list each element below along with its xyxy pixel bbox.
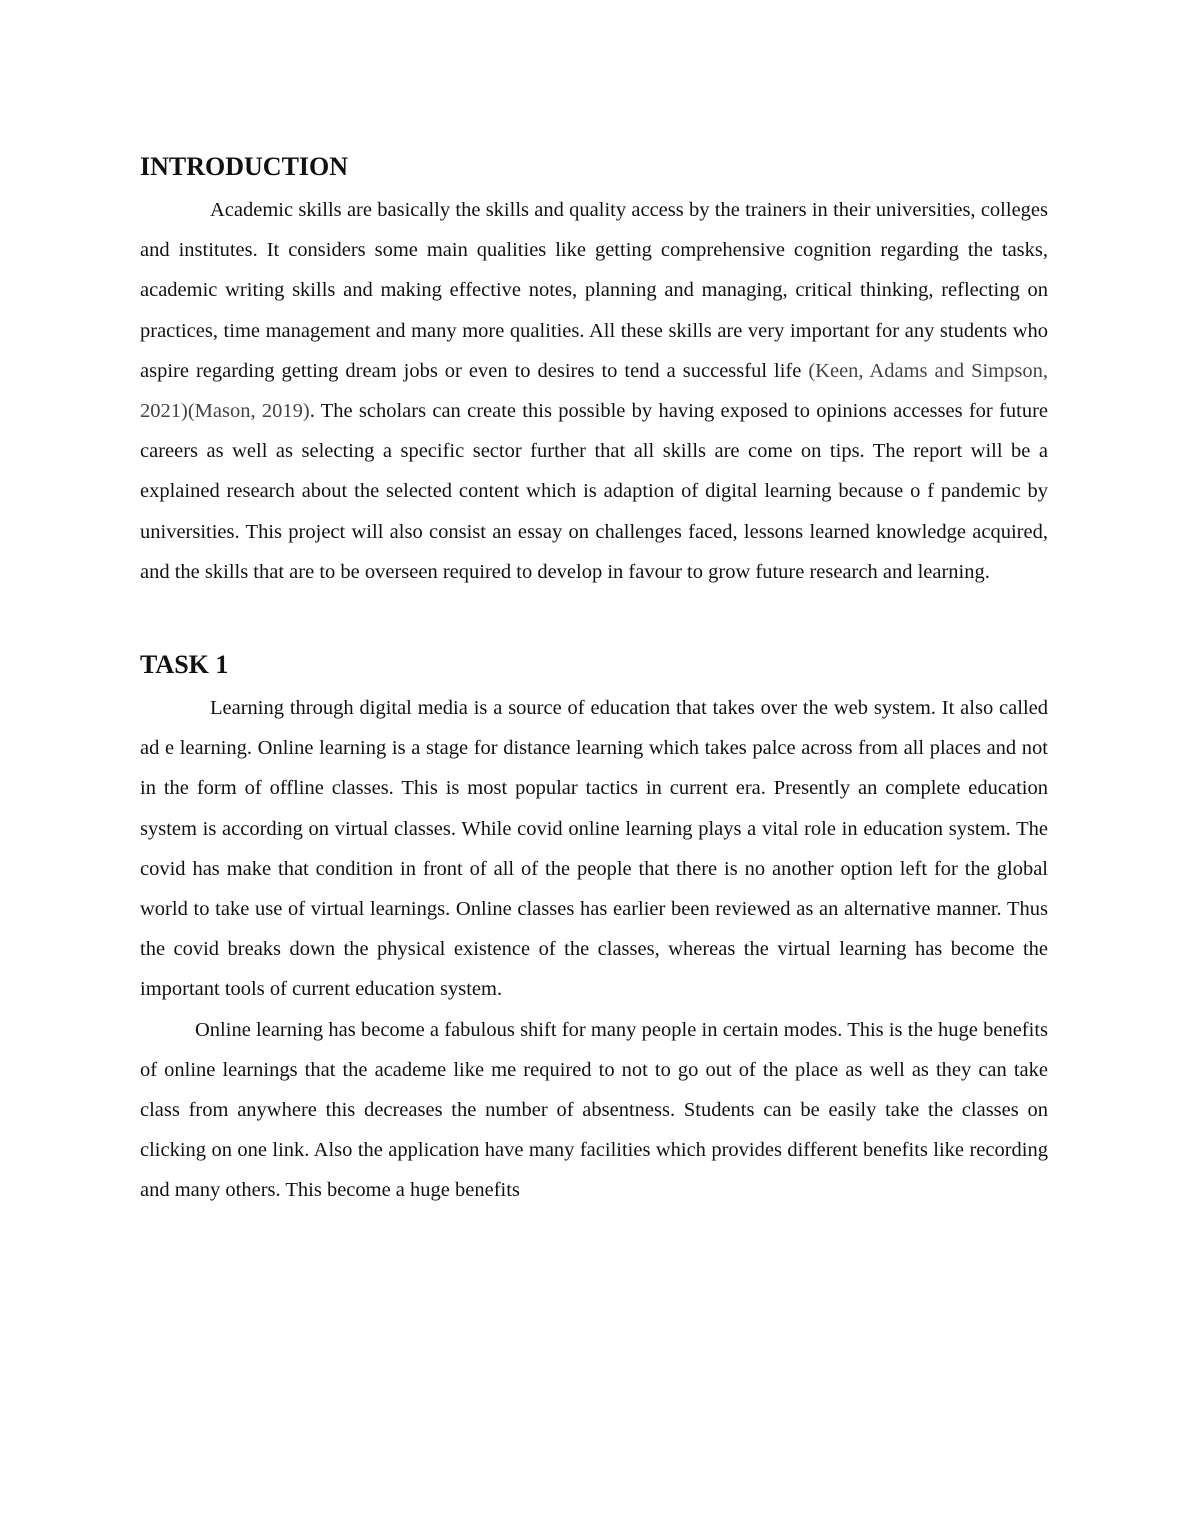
introduction-text-before-citation: Academic skills are basically the skills and quality access by the trainers in their universities, colleges and institutes. It considers some main qualities like getting comprehensive cognition regarding the tasks, academic writing skills and making effective notes, planning and managing, critical thinking, reflecting on practices, time management and many more qualities. All these skills are very important for any students who aspire regarding getting dream jobs or even to desires to tend a successful life (140, 199, 1048, 382)
task1-paragraph-2: Online learning has become a fabulous shift for many people in certain modes. This is the huge benefits of online learnings that the academe like me required to not to go out of the place as well as they can take class from anywhere this decreases the number of absentness. Students can be easily take the classes on clicking on one link. Also the application have many facilities which provides different benefits like recording and many others. This become a huge benefits (140, 1018, 1048, 1202)
introduction-paragraph (140, 190, 1048, 592)
document-page (140, 148, 1048, 1211)
introduction-text-after-citation: . The scholars can create this possible by having exposed to opinions accesses for future careers as well as selecting a specific sector further that all skills are come on tips. The report will be a explained research about the selected content which is adaption of digital learning because o f pandemic by universities. This project will also consist an essay on challenges faced, lessons learned knowledge acquired, and the skills that are to be overseen required to develop in favour to grow future research and learning. (140, 400, 1048, 583)
introduction-citation: (Keen, Adams and Simpson, 2021)(Mason, 2019) (140, 359, 1048, 423)
task1-paragraph-1: Learning through digital media is a source of education that takes over the web system. It also called ad e learning. Online learning is a stage for distance learning which takes palce across from all places and not in the form of offline classes. This is most popular tactics in current era. Presently an complete education system is according on virtual classes. While covid online learning plays a vital role in education system. The covid has make that condition in front of all of the people that there is no another option left for the global world to take use of virtual learnings. Online classes has earlier been reviewed as an alternative manner. Thus the covid breaks down the physical existence of the classes, whereas the virtual learning has become the important tools of current education system. (140, 697, 1048, 1001)
section-spacer (140, 592, 1048, 646)
introduction-heading: INTRODUCTION (140, 152, 349, 181)
task1-heading: TASK 1 (140, 650, 229, 680)
